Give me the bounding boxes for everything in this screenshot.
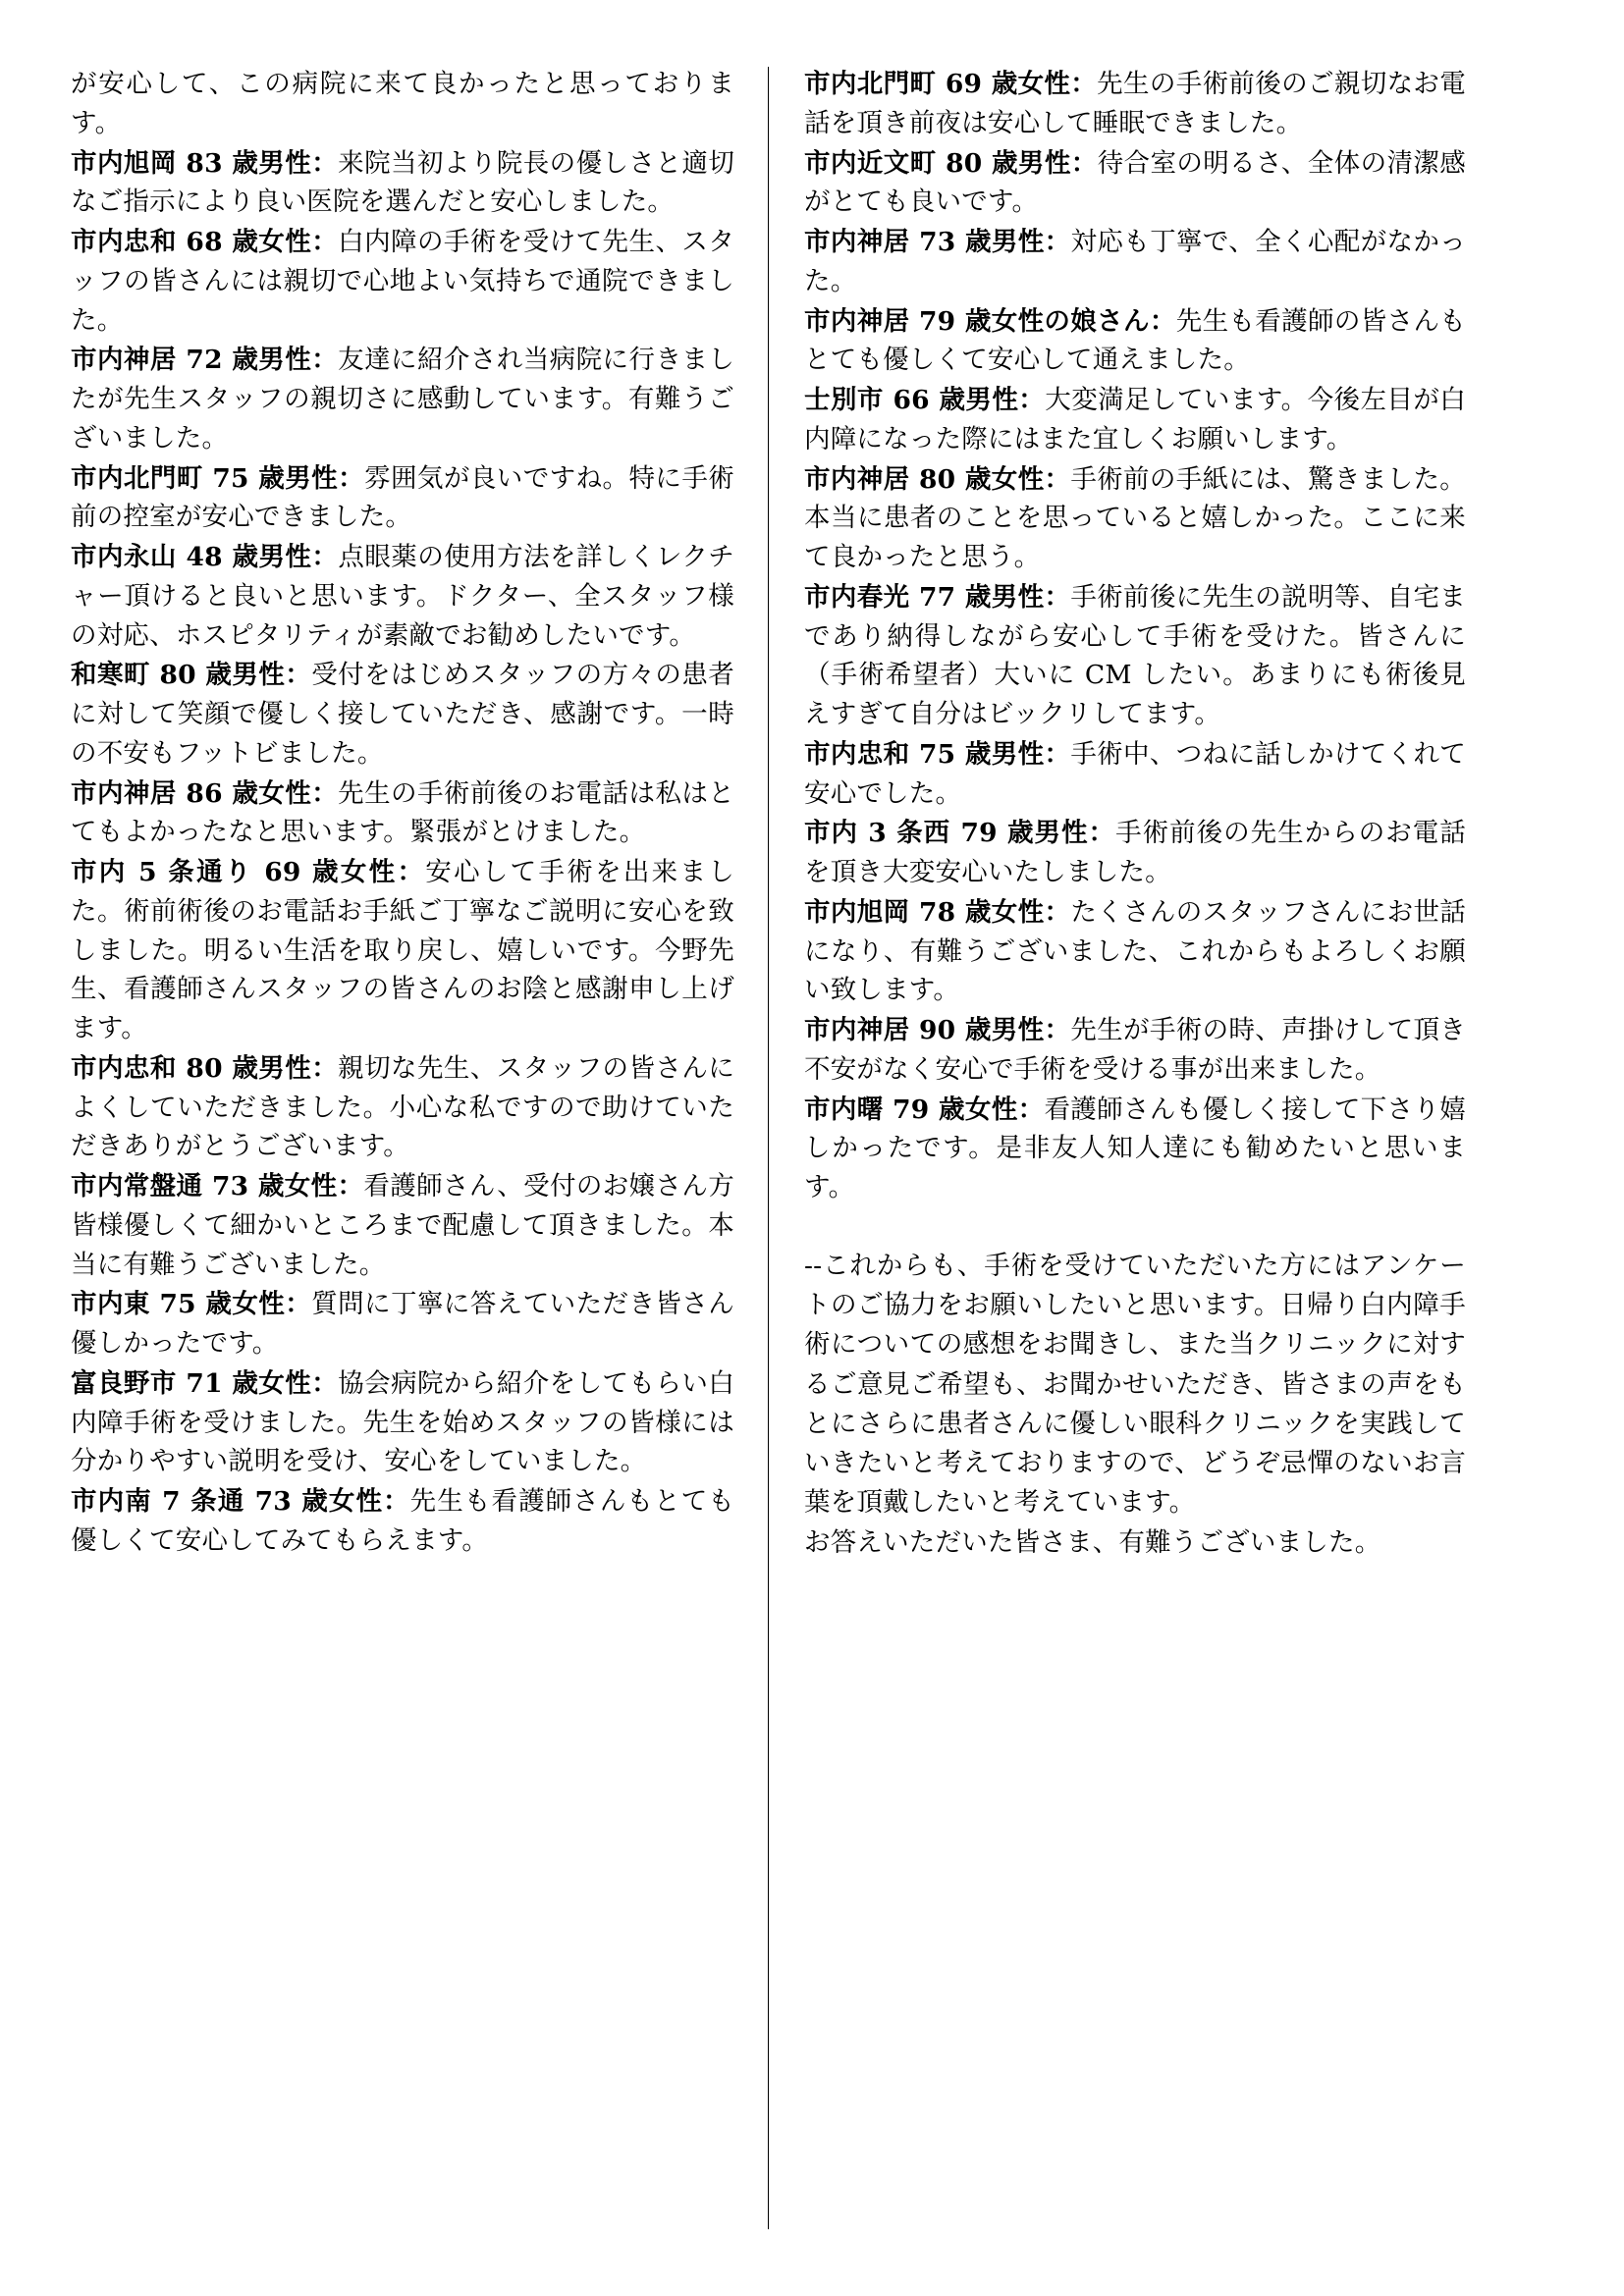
entry-author: 市内神居 80 歳女性 xyxy=(804,463,1045,495)
entry-separator: ： xyxy=(1044,463,1071,495)
entry-text: 先生も看護師の皆さんもとても優しくて安心して通えました。 xyxy=(804,305,1466,376)
entry-text: が安心して、この病院に来て良かったと思っております。 xyxy=(71,69,734,138)
entry-text: 白内障の手術を受けて先生、スタッフの皆さんには親切で心地よい気持ちで通院できました。 xyxy=(71,227,735,336)
entry-separator: ： xyxy=(1070,147,1098,179)
testimonial-entry xyxy=(71,853,734,1048)
right-column xyxy=(769,65,1466,1563)
entry-author: 市内 5 条通り 69 歳女性 xyxy=(71,857,398,887)
testimonial-entry xyxy=(804,144,1466,223)
entry-separator: ： xyxy=(1044,896,1071,928)
testimonial-entry xyxy=(804,1011,1466,1090)
entry-author: 富良野市 71 歳女性 xyxy=(71,1367,312,1399)
entry-separator: ： xyxy=(397,857,426,887)
entry-text: 雰囲気が良いですね。特に手術前の控室が安心できました。 xyxy=(71,462,734,533)
entry-text: 友達に紹介され当病院に行きましたが先生スタッフの親切さに感動しています。有難うございました。 xyxy=(71,345,735,454)
entry-separator: ： xyxy=(1149,305,1176,337)
testimonial-entry xyxy=(804,381,1466,459)
entry-text: 看護師さんも優しく接して下さり嬉しかったです。是非友人知人達にも勧めたいと思います。 xyxy=(804,1094,1466,1202)
entry-separator: ： xyxy=(1044,227,1071,257)
entry-text: 安心して手術を出来ました。術前術後のお電話お手紙ご丁寧なご説明に安心を致しました。明るい生活を取り戻し、嬉しいです。今野先生、看護師さんスタッフの皆さんのお陰と感謝申し上げます。 xyxy=(71,857,734,1043)
testimonial-entry xyxy=(71,223,734,340)
testimonial-entry xyxy=(804,65,1466,143)
testimonial-entry xyxy=(804,302,1466,381)
entry-author: 市内春光 77 歳男性 xyxy=(804,581,1045,613)
entry-separator: ： xyxy=(285,660,312,691)
entry-text: 手術前後に先生の説明等、自宅まであり納得しながら安心して手術を受けた。皆さんに（手術希望者）大いに CM したい。あまりにも術後見えすぎて自分はビックリしてます。 xyxy=(804,581,1467,729)
entry-text: 手術前の手紙には、驚きました。本当に患者のことを思っていると嬉しかった。ここに来て良かったと思う。 xyxy=(804,463,1467,572)
testimonial-entry xyxy=(71,1482,734,1561)
testimonial-entry xyxy=(71,1167,734,1284)
entry-separator: ： xyxy=(1017,1094,1045,1125)
entry-text: 大変満足しています。今後左目が白内障になった際にはまた宜しくお願いします。 xyxy=(804,385,1466,454)
entry-separator: ： xyxy=(1044,1015,1071,1045)
entry-text: 手術中、つねに話しかけてくれて安心でした。 xyxy=(804,738,1467,809)
testimonial-entry xyxy=(71,459,734,538)
entry-separator: ： xyxy=(337,1171,364,1201)
entry-author: 市内南 7 条通 73 歳女性 xyxy=(71,1486,384,1517)
entry-separator: ： xyxy=(311,147,339,179)
testimonial-entry xyxy=(71,1364,734,1481)
closing-note xyxy=(804,1247,1466,1563)
entry-separator: ： xyxy=(311,777,339,809)
entry-author: 市内北門町 69 歳女性 xyxy=(804,69,1071,99)
entry-separator: ： xyxy=(338,462,365,494)
entry-author: 市内神居 72 歳男性 xyxy=(71,345,312,376)
entry-text: 先生が手術の時、声掛けして頂き不安がなく安心で手術を受ける事が出来ました。 xyxy=(804,1015,1467,1085)
entry-separator: ： xyxy=(1018,385,1046,415)
entry-separator: ： xyxy=(311,345,339,376)
entry-author: 市内忠和 80 歳男性 xyxy=(71,1052,312,1084)
testimonial-entry xyxy=(804,223,1466,301)
closing-thanks: お答えいただいた皆さま、有難うございました。 xyxy=(804,1526,1381,1558)
testimonial-entry xyxy=(804,1091,1466,1207)
entry-text: 親切な先生、スタッフの皆さんによくしていただきました。小心な私ですので助けていただきありがとうございます。 xyxy=(71,1052,735,1162)
entry-author: 市内東 75 歳女性 xyxy=(71,1289,286,1320)
entry-author: 市内神居 86 歳女性 xyxy=(71,777,312,809)
entry-text: 手術前後の先生からのお電話を頂き大変安心いたしました。 xyxy=(804,818,1466,887)
testimonial-entry xyxy=(71,144,734,223)
entry-text: 点眼薬の使用方法を詳しくレクチャー頂けると良いと思います。ドクター、全スタッフ様の対応、ホスピタリティが素敵でお勧めしたいです。 xyxy=(71,542,734,651)
entry-author: 市内旭岡 78 歳女性 xyxy=(804,896,1045,928)
entry-author: 市内忠和 75 歳男性 xyxy=(804,738,1045,770)
entry-author: 市内神居 79 歳女性の娘さん xyxy=(804,305,1150,337)
entry-author: 市内北門町 75 歳男性 xyxy=(71,462,339,494)
testimonial-entry xyxy=(804,460,1466,577)
entry-text: たくさんのスタッフさんにお世話になり、有難うございました、これからもよろしくお願い致します。 xyxy=(804,896,1467,1006)
closing-paragraph: --これからも、手術を受けていただいた方にはアンケートのご協力をお願いしたいと思います。日帰り白内障手術についての感想をお聞きし、また当クリニックに対するご意見ご希望も、お聞かせいただき、皆さまの声をもとにさらに患者さんに優しい眼科クリニックを実践していきたいと考えておりますので、どうぞ忌憚のないお言葉を頂戴したいと考えています。 xyxy=(804,1250,1466,1519)
entry-text: 待合室の明るさ、全体の清潔感がとても良いです。 xyxy=(804,147,1466,218)
entry-author: 市内永山 48 歳男性 xyxy=(71,542,312,572)
entry-text: 看護師さん、受付のお嬢さん方皆様優しくて細かいところまで配慮して頂きました。本当に有難うございました。 xyxy=(71,1171,734,1280)
entry-separator: ： xyxy=(1088,818,1116,849)
testimonial-entry xyxy=(804,578,1466,734)
testimonial-entry xyxy=(71,341,734,457)
entry-separator: ： xyxy=(1044,738,1071,770)
testimonial-entry xyxy=(804,814,1466,892)
entry-text: 来院当初より院長の優しさと適切なご指示により良い医院を選んだと安心しました。 xyxy=(71,147,735,218)
left-column xyxy=(71,65,768,1562)
entry-separator: ： xyxy=(1070,69,1098,99)
testimonial-entry xyxy=(71,538,734,655)
testimonial-entry xyxy=(71,774,734,853)
entry-text: 先生の手術前後のご親切なお電話を頂き前夜は安心して睡眠できました。 xyxy=(804,69,1466,138)
entry-text: 協会病院から紹介をしてもらい白内障手術を受けました。先生を始めスタッフの皆様には分かりやすい説明を受け、安心をしていました。 xyxy=(71,1367,735,1477)
two-column-layout xyxy=(71,65,1553,2237)
testimonial-entry xyxy=(71,656,734,773)
entry-separator: ： xyxy=(1044,581,1071,613)
entry-text: 先生も看護師さんもとても優しくて安心してみてもらえます。 xyxy=(71,1486,734,1556)
entry-author: 市内神居 73 歳男性 xyxy=(804,227,1045,257)
testimonial-entry xyxy=(71,1049,734,1166)
entry-author: 市内忠和 68 歳女性 xyxy=(71,227,312,257)
testimonial-entry xyxy=(804,735,1466,814)
entry-author: 市内 3 条西 79 歳男性 xyxy=(804,818,1089,849)
entry-separator: ： xyxy=(311,542,339,572)
entry-separator: ： xyxy=(311,1052,339,1084)
entry-author: 市内近文町 80 歳男性 xyxy=(804,147,1071,179)
entry-separator: ： xyxy=(285,1289,312,1320)
testimonial-entry xyxy=(71,1285,734,1363)
entry-separator: ： xyxy=(311,227,339,257)
entry-text: 質問に丁寧に答えていただき皆さん優しかったです。 xyxy=(71,1289,734,1359)
entry-separator: ： xyxy=(311,1367,339,1399)
entry-author: 市内曙 79 歳女性 xyxy=(804,1094,1018,1125)
entry-text: 対応も丁寧で、全く心配がなかった。 xyxy=(804,227,1466,296)
entry-text: 受付をはじめスタッフの方々の患者に対して笑顔で優しく接していただき、感謝です。一時の不安もフットビました。 xyxy=(71,660,734,769)
entry-author: 士別市 66 歳男性 xyxy=(804,385,1019,415)
entry-author: 市内神居 90 歳男性 xyxy=(804,1015,1045,1045)
entry-author: 和寒町 80 歳男性 xyxy=(71,660,286,691)
entry-text: 先生の手術前後のお電話は私はとてもよかったなと思います。緊張がとけました。 xyxy=(71,777,735,848)
testimonial-entry xyxy=(804,893,1466,1010)
entry-author: 市内常盤通 73 歳女性 xyxy=(71,1171,338,1201)
entry-author: 市内旭岡 83 歳男性 xyxy=(71,147,312,179)
entry-separator: ： xyxy=(383,1486,410,1517)
testimonial-entry xyxy=(71,65,734,143)
